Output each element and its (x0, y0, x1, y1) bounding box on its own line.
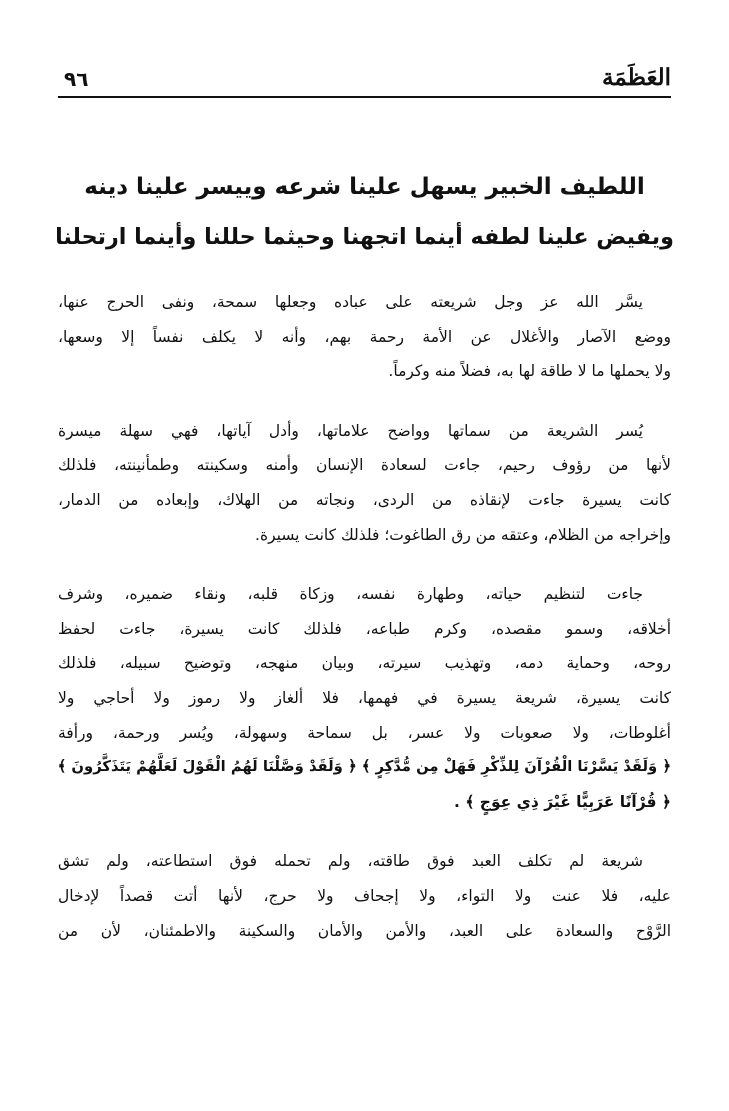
running-header-title: العَظَمَة (602, 64, 671, 91)
quran-verse-line: ﴿ قُرْآنًا عَرَبِيًّا غَيْرَ ذِي عِوَجٍ ﴾ . (454, 792, 671, 811)
paragraph (58, 844, 671, 948)
paragraph (58, 577, 671, 819)
headline-line: اللطيف الخبير يسهل علينا شرعه وييسر علينا دينه (84, 174, 645, 200)
text-line: شريعة لم تكلف العبد فوق طاقته، ولم تحمله فوق استطاعته، ولم تشق (58, 852, 643, 871)
text-line: يسَّر الله عز وجل شريعته على عباده وجعلها سمحة، ونفى الحرج عنها، (58, 293, 643, 311)
header-rule (58, 96, 671, 98)
headline-line: ويفيض علينا لطفه أينما اتجهنا وحيثما حللنا وأينما ارتحلنا (55, 224, 674, 250)
paragraph (58, 414, 671, 552)
text-line: روحه، وحماية دمه، وتهذيب سيرته، وبيان منهجه، وتوضيح سبيله، فلذلك (58, 654, 671, 673)
text-line: يُسر الشريعة من سماتها وواضح علاماتها، وأدل آياتها، فهي سهلة ميسرة (58, 421, 643, 440)
paragraph (58, 285, 671, 389)
text-line: وإخراجه من الظلام، وعتقه من رق الطاغوت؛ فلذلك كانت يسيرة. (255, 525, 671, 544)
text-line: ولا يحملها ما لا طاقة لها به، فضلاً منه وكرماً. (388, 362, 671, 381)
section-headline (55, 162, 674, 262)
text-line: جاءت لتنظيم حياته، وطهارة نفسه، وزكاة قلبه، ونقاء ضميره، وشرف (58, 585, 643, 604)
text-line: الرَّوْح والسعادة على العبد، والأمن والأمان والسكينة والاطمئنان، لأن من (58, 921, 671, 940)
text-line: كانت يسيرة جاءت لإنقاذه من الردى، ونجاته من الهلاك، وإبعاده من الدمار، (58, 490, 671, 509)
text-line: كانت يسيرة، شريعة يسيرة في فهمها، فلا ألغاز ولا رموز ولا أحاجي ولا (58, 688, 671, 707)
body-text (58, 285, 671, 973)
text-line: لأنها من رؤوف رحيم، جاءت لسعادة الإنسان وأمنه وسكينته وطمأنينته، فلذلك (58, 456, 671, 475)
page-number: ٩٦ (64, 67, 89, 91)
text-line: أغلوطات، ولا صعوبات ولا عسر، بل سماحة وسهولة، ويُسر ورحمة، ورأفة (58, 723, 671, 742)
quran-verse-line: ﴿ وَلَقَدْ يَسَّرْنَا الْقُرْآنَ لِلذِّكْرِ فَهَلْ مِن مُّدَّكِرٍ ﴾ ﴿ وَلَقَدْ وَصَّلْنَا لَهُمُ الْقَوْلَ لَعَلَّهُمْ يَتَذَكَّرُونَ ﴾ (58, 758, 671, 776)
running-header (58, 62, 671, 98)
text-line: أخلاقه، وسمو مقصده، وكرم طباعه، فلذلك كانت يسيرة، جاءت لحفظ (58, 619, 671, 638)
text-line: عليه، فلا عنت ولا التواء، ولا إجحاف ولا حرج، لأنها أتت قصداً لإدخال (58, 886, 671, 905)
text-line: ووضع الآصار والأغلال عن الأمة رحمة بهم، وأنه لا يكلف نفساً إلا وسعها، (58, 327, 671, 346)
